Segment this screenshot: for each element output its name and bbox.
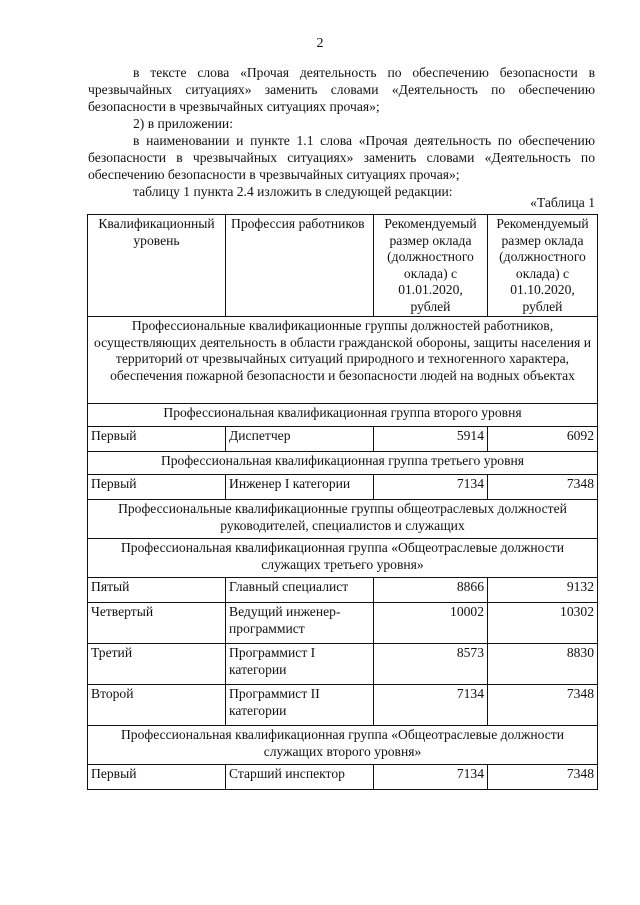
cell-level: Второй [88,685,226,726]
subgroup-title: Профессиональная квалификационная группа второго уровня [88,404,598,427]
cell-profession: Программист I категории [226,644,374,685]
cell-salary-2: 9132 [488,578,598,603]
header-profession: Профессия работников [226,215,374,317]
header-salary-2020-01: Рекомендуемый размер оклада (должностного оклада) с 01.01.2020, рублей [374,215,488,317]
cell-level: Первый [88,427,226,452]
cell-salary-2: 10302 [488,603,598,644]
table-header-row [88,215,598,317]
cell-salary-2: 8830 [488,644,598,685]
table-row [88,644,598,685]
cell-level: Третий [88,644,226,685]
subgroup-title: Профессиональная квалификационная группа третьего уровня [88,452,598,475]
table-row [88,427,598,452]
cell-salary-1: 10002 [374,603,488,644]
group-title: Профессиональные квалификационные группы общеотраслевых должностей руководителей, специалистов и служащих [88,500,598,539]
cell-profession: Инженер I категории [226,475,374,500]
group-title: Профессиональные квалификационные группы должностей работников, осуществляющих деятельность в области гражданской обороны, защиты населения и территорий от чрезвычайных ситуаций природного и техногенного характера, обеспечения пожарной безопасности и безопасности людей на водных объектах [88,317,598,404]
page-number: 2 [316,36,324,51]
cell-salary-1: 8573 [374,644,488,685]
header-salary-2020-10: Рекомендуемый размер оклада (должностного оклада) с 01.10.2020, рублей [488,215,598,317]
cell-profession: Старший инспектор [226,765,374,790]
cell-level: Первый [88,475,226,500]
intro-paragraph: в тексте слова «Прочая деятельность по обеспечению безопасности в чрезвычайных ситуациях» заменить словами «Деятельность по обеспечению безопасности в чрезвычайных ситуациях прочая»; [88,65,595,114]
table-label: «Таблица 1 [530,195,595,210]
subgroup-row [88,404,598,427]
group-row [88,317,598,404]
cell-profession: Ведущий инженер-программист [226,603,374,644]
subgroup-title: Профессиональная квалификационная группа «Общеотраслевые должности служащих третьего уровня» [88,539,598,578]
cell-salary-1: 7134 [374,765,488,790]
intro-paragraph: 2) в приложении: [133,116,233,131]
cell-profession: Диспетчер [226,427,374,452]
table-row [88,765,598,790]
subgroup-row [88,726,598,765]
cell-level: Четвертый [88,603,226,644]
table-row [88,685,598,726]
subgroup-row [88,539,598,578]
header-level: Квалификационный уровень [88,215,226,317]
cell-salary-1: 7134 [374,685,488,726]
intro-text [88,64,595,200]
table-row [88,603,598,644]
cell-salary-2: 7348 [488,765,598,790]
cell-salary-2: 7348 [488,475,598,500]
table-row [88,475,598,500]
salary-table [87,214,598,790]
intro-paragraph: в наименовании и пункте 1.1 слова «Прочая деятельность по обеспечению безопасности в чрезвычайных ситуациях» заменить словами «Деятельность по обеспечению безопасности в чрезвычайных ситуациях прочая»; [88,133,595,182]
cell-salary-1: 5914 [374,427,488,452]
cell-profession: Главный специалист [226,578,374,603]
subgroup-row [88,452,598,475]
cell-level: Пятый [88,578,226,603]
cell-level: Первый [88,765,226,790]
table-row [88,578,598,603]
cell-profession: Программист II категории [226,685,374,726]
group-row [88,500,598,539]
cell-salary-1: 8866 [374,578,488,603]
subgroup-title: Профессиональная квалификационная группа «Общеотраслевые должности служащих второго уровня» [88,726,598,765]
cell-salary-2: 7348 [488,685,598,726]
cell-salary-2: 6092 [488,427,598,452]
intro-paragraph: таблицу 1 пункта 2.4 изложить в следующей редакции: [133,184,453,199]
cell-salary-1: 7134 [374,475,488,500]
